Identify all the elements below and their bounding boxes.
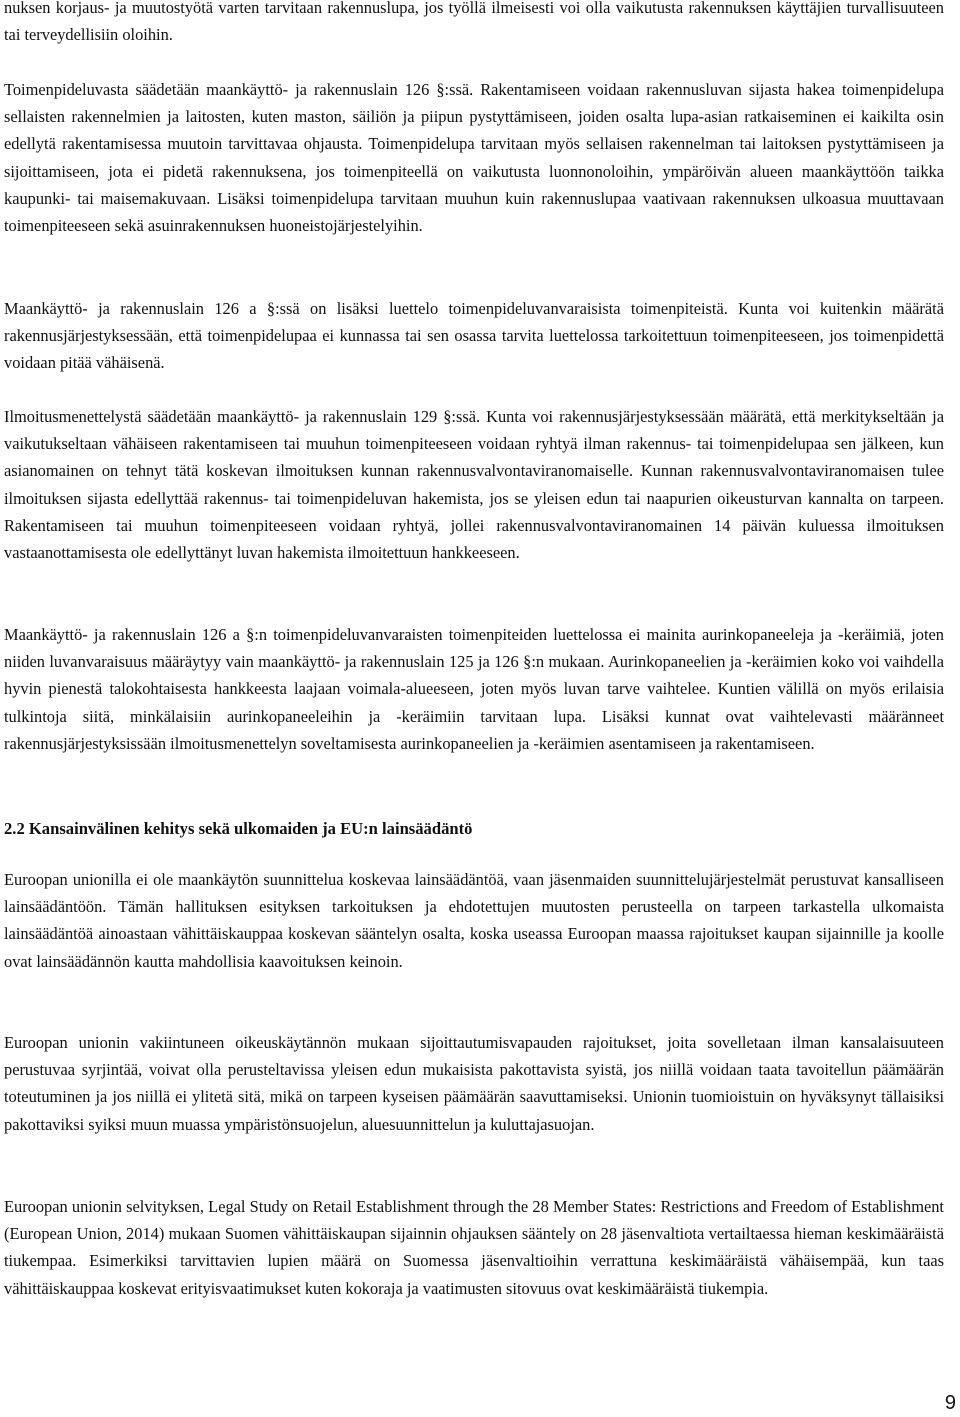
paragraph-solar-panels: Maankäyttö- ja rakennuslain 126 a §:n toimenpideluvanvaraisten toimenpiteiden luettelossa ei mainita aurinkopaneeleja ja -keräimiä, joten niiden luvanvaraisuus määräytyy vain maankäyttö- ja rakennuslain 125 ja 126 §:n mukaan. Aurinkopaneelien ja -keräimien koko voi vaihdella hyvin pienestä talokohtaisesta hankkeesta laajaan voimala-alueeseen, joten myös luvan tarve vaihtelee. Kuntien välillä on myös erilaisia tulkintoja siitä, minkälaisiin aurinkopaneeleihin ja -keräimiin tarvitaan lupa. Lisäksi kunnat ovat vaihtelevasti määränneet rakennusjärjestyksissään ilmoitusmenettelyn soveltamisesta aurinkopaneelien ja -keräimien asentamiseen ja rakentamiseen.	[4, 625, 944, 753]
paragraph-eu-case-law: Euroopan unionin vakiintuneen oikeuskäytännön mukaan sijoittautumisvapauden rajoitukset, joita sovelletaan ilman kansalaisuuteen perustuvaa syrjintää, voivat olla perusteltavissa yleisen edun mukaisista pakottavista syistä, jos niillä voidaan taata tavoitellun päämäärän toteutuminen ja jos niillä ei ylitetä sitä, mikä on tarpeen kyseisen päämäärän saavuttamiseksi. Unionin tuomioistuin on hyväksynyt tällaisiksi pakottaviksi syiksi muun muassa ympäristönsuojelun, aluesuunnittelun ja kuluttajasuojan.	[4, 1033, 944, 1134]
page-number: 9	[944, 1392, 956, 1414]
paragraph-eu-legal-study: Euroopan unionin selvityksen, Legal Study on Retail Establishment through the 28 Member States: Restrictions and Freedom of Establishment (European Union, 2014) mukaan Suomen vähittäiskaupan sijainnin ohjauksen sääntely on 28 jäsenvaltiota vertailtaessa hieman keskimääräistä tiukempaa. Esimerkiksi tarvittavien lupien määrä on Suomessa jäsenvaltioihin verrattuna keskimääräistä vähäisempää, kun taas vähittäiskauppaa koskevat erityisvaatimukset kuten kokoraja ja vaatimusten sitovuus ovat keskimääräistä tiukempia.	[4, 1197, 944, 1298]
paragraph-action-permit-list: Maankäyttö- ja rakennuslain 126 a §:ssä on lisäksi luettelo toimenpideluvanvaraisista toimenpiteistä. Kunta voi kuitenkin määrätä rakennusjärjestyksessään, että toimenpidelupaa ei kunnassa tai sen osassa tarvita luettelossa tarkoitettuun toimenpiteeseen, jos toimenpidettä voidaan pitää vähäisenä.	[4, 299, 944, 373]
paragraph-eu-land-use: Euroopan unionilla ei ole maankäytön suunnittelua koskevaa lainsäädäntöä, vaan jäsenmaiden suunnittelujärjestelmät perustuvat kansalliseen lainsäädäntöön. Tämän hallituksen esityksen tarkoituksen ja ehdotettujen muutosten perusteella on tarpeen tarkastella ulkomaista lainsäädäntöä ainoastaan vähittäiskauppaa koskevan sääntelyn osalta, koska useassa Euroopan maassa rajoitukset kaupan sijainnille ja koolle ovat lainsäädännön kautta mahdollisia kaavoituksen keinoin.	[4, 870, 944, 971]
section-heading: 2.2 Kansainvälinen kehitys sekä ulkomaiden ja EU:n lainsäädäntö	[4, 819, 473, 838]
paragraph-action-permit: Toimenpideluvasta säädetään maankäyttö- ja rakennuslain 126 §:ssä. Rakentamiseen voidaan rakennusluvan sijasta hakea toimenpidelupa sellaisten rakennelmien ja laitosten, kuten maston, säiliön ja piipun pystyttämiseen, joiden osalta lupa-asian ratkaiseminen ei kaikilta osin edellytä rakentamisessa muutoin tarvittavaa ohjausta. Toimenpidelupa tarvitaan myös sellaisen rakennelman tai laitoksen pystyttämiseen ja sijoittamiseen, jota ei pidetä rakennuksena, jos toimenpiteellä on vaikutusta luonnonoloihin, ympäröivän alueen maankäyttöön taikka kaupunki- tai maisemakuvaan. Lisäksi toimenpidelupa tarvitaan muuhun kuin rakennuslupaa vaativaan rakennuksen ulkoasua muuttavaan toimenpiteeseen sekä asuinrakennuksen huoneistojärjestelyihin.	[4, 80, 944, 236]
paragraph-notification-procedure: Ilmoitusmenettelystä säädetään maankäyttö- ja rakennuslain 129 §:ssä. Kunta voi rakennusjärjestyksessään määrätä, että merkitykseltään ja vaikutukseltaan vähäiseen rakentamiseen tai muuhun toimenpiteeseen voidaan ryhtyä ilman rakennus- tai toimenpidelupaa sen jälkeen, kun asianomainen on tehnyt tätä koskevan ilmoituksen kunnan rakennusvalvontaviranomaiselle. Kunnan rakennusvalvontaviranomaisen tulee ilmoituksen sijasta edellyttää rakennus- tai toimenpideluvan hakemista, jos se yleisen edun tai naapurien oikeusturvan kannalta on tarpeen. Rakentamiseen tai muuhun toimenpiteeseen voidaan ryhtyä, jollei rakennusvalvontaviranomainen 14 päivän kuluessa ilmoituksen vastaanottamisesta ole edellyttänyt luvan hakemista ilmoitettuun hankkeeseen.	[4, 407, 944, 563]
paragraph-building-permit-continuation: nuksen korjaus- ja muutostyötä varten tarvitaan rakennuslupa, jos työllä ilmeisesti voi olla vaikutusta rakennuksen käyttäjien turvallisuuteen tai terveydellisiin oloihin.	[4, 0, 944, 45]
